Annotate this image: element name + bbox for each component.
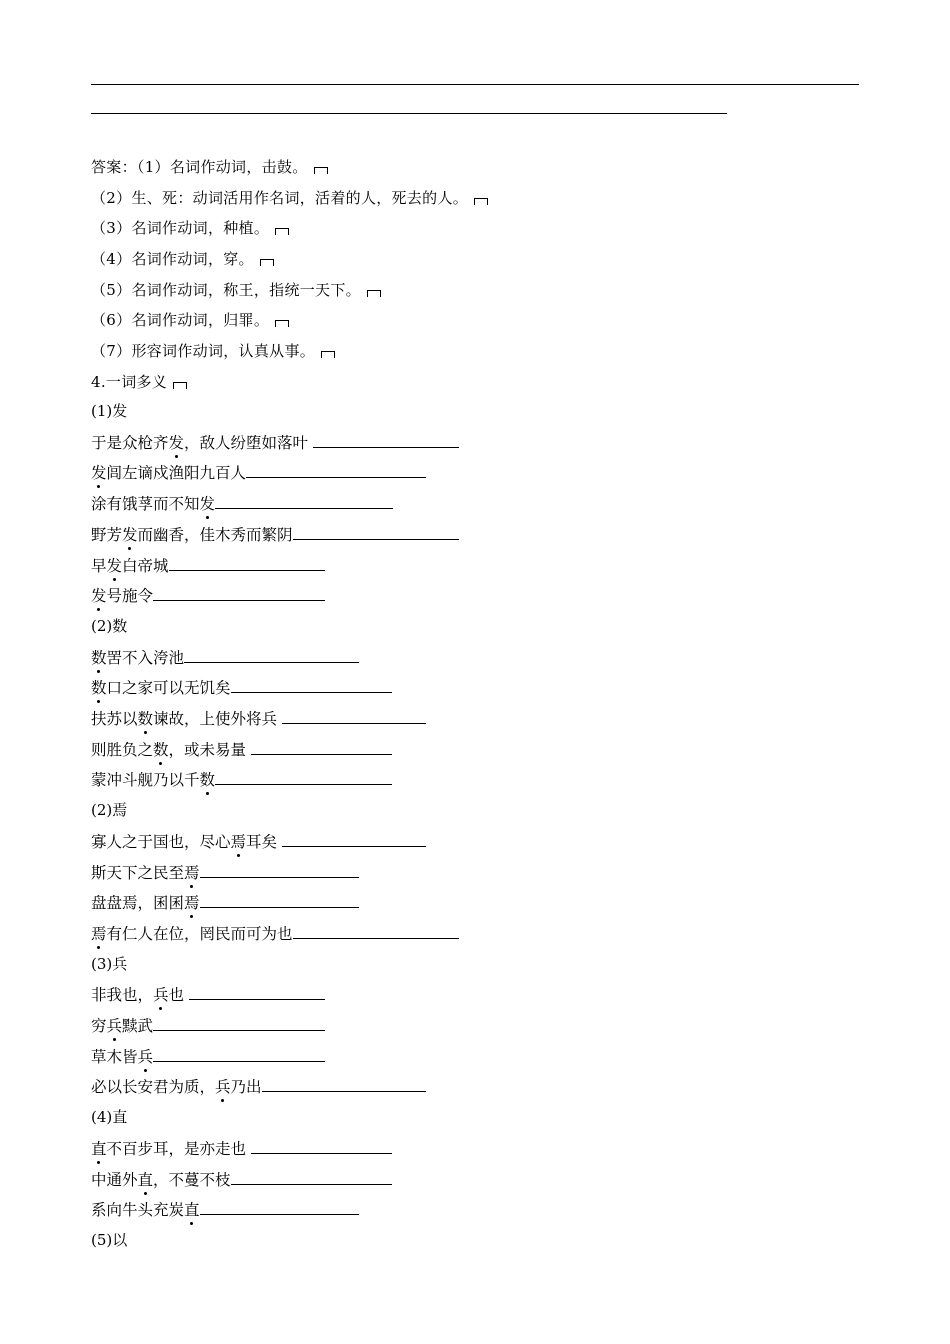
exercise-item: 中通外直，不蔓不枝 [91,1169,392,1190]
exercise-item: 非我也，兵也 [91,984,325,1005]
exercise-item: 寡人之于国也，尽心焉耳矣 [91,831,426,852]
emphasis-dot-char: 焉 [91,925,107,943]
answer-blank[interactable] [262,1076,426,1092]
return-mark-icon [321,351,335,358]
answer-blank[interactable] [293,524,459,540]
exercise-item: 系向牛头充炭直 [91,1199,359,1220]
exercise-item: 穷兵黩武 [91,1015,325,1036]
emphasis-dot-char: 发 [91,587,107,605]
answer-line-5: （5）名词作动词，称王，指统一天下。 [91,280,381,300]
emphasis-dot-char: 兵 [106,1017,123,1035]
emphasis-dot-char: 兵 [137,1048,154,1066]
answer-line-7: （7）形容词作动词，认真从事。 [91,341,335,361]
exercise-item: 于是众枪齐发，敌人纷堕如落叶 [91,432,459,453]
emphasis-dot-char: 焉 [184,894,200,912]
answer-line-6: （6）名词作动词，归罪。 [91,310,289,330]
emphasis-dot-char: 焉 [230,833,247,851]
answer-blank[interactable] [251,1138,392,1154]
exercise-item: 数口之家可以无饥矣 [91,677,392,698]
return-mark-icon [260,259,274,266]
return-mark-icon [367,290,381,297]
exercise-item: 发号施令 [91,585,325,606]
return-mark-icon [275,228,289,235]
answer-blank[interactable] [189,984,325,1000]
emphasis-dot-char: 发 [106,557,123,575]
exercise-item: 草木皆兵 [91,1046,325,1067]
answer-line-3: （3）名词作动词，种植。 [91,218,289,238]
emphasis-dot-char: 数 [91,649,107,667]
return-mark-icon [173,382,187,389]
answer-blank[interactable] [153,1046,325,1062]
emphasis-dot-char: 直 [91,1140,107,1158]
answer-blank[interactable] [215,769,392,785]
section-title: 4.一词多义 [91,372,187,392]
answer-line-1: 答案：（1）名词作动词，击鼓。 [91,157,328,177]
exercise-item: 焉有仁人在位，罔民而可为也 [91,923,459,944]
group-heading: (2)焉 [91,801,128,819]
exercise-item: 发闾左谪戍渔阳九百人 [91,462,426,483]
exercise-item: 直不百步耳，是亦走也 [91,1138,392,1159]
answer-label: 答案： [91,158,137,176]
return-mark-icon [275,320,289,327]
emphasis-dot-char: 发 [168,434,185,452]
emphasis-dot-char: 兵 [215,1078,231,1096]
answer-blank[interactable] [282,831,426,847]
answer-blank[interactable] [231,677,392,693]
emphasis-dot-char: 焉 [184,864,200,882]
group-heading: (2)数 [91,617,128,635]
exercise-item: 数罟不入洿池 [91,647,359,668]
answer-blank[interactable] [251,739,392,755]
answer-blank-rule [91,113,727,114]
answer-blank[interactable] [200,892,359,908]
exercise-item: 扶苏以数谏故，上使外将兵 [91,708,426,729]
emphasis-dot-char: 发 [199,495,216,513]
emphasis-dot-char: 数 [153,741,169,759]
emphasis-dot-char: 数 [91,679,107,697]
answer-line-4: （4）名词作动词，穿。 [91,249,274,269]
group-heading: (1)发 [91,402,128,420]
answer-blank[interactable] [169,555,325,571]
answer-blank[interactable] [215,493,393,509]
emphasis-dot-char: 直 [137,1171,154,1189]
exercise-item: 早发白帝城 [91,555,325,576]
answer-blank[interactable] [313,432,459,448]
top-rule [91,84,859,85]
emphasis-dot-char: 数 [137,710,154,728]
group-heading: (5)以 [91,1231,128,1249]
exercise-item: 盘盘焉，囷囷焉 [91,892,359,913]
answer-blank[interactable] [282,708,426,724]
answer-blank[interactable] [246,462,426,478]
answer-blank[interactable] [153,585,325,601]
answer-blank[interactable] [200,1199,359,1215]
answer-blank[interactable] [293,923,459,939]
exercise-item: 蒙冲斗舰乃以千数 [91,769,392,790]
exercise-item: 涂有饿莩而不知发 [91,493,393,514]
emphasis-dot-char: 数 [199,771,216,789]
emphasis-dot-char: 直 [184,1201,200,1219]
exercise-item: 斯天下之民至焉 [91,862,359,883]
answer-blank[interactable] [231,1169,392,1185]
return-mark-icon [314,167,328,174]
exercise-item: 必以长安君为质，兵乃出 [91,1076,426,1097]
emphasis-dot-char: 发 [122,526,138,544]
exercise-item: 则胜负之数，或未易量 [91,739,392,760]
answer-blank[interactable] [200,862,359,878]
exercise-item: 野芳发而幽香，佳木秀而繁阴 [91,524,459,545]
answer-blank[interactable] [184,647,359,663]
group-heading: (3)兵 [91,955,128,973]
return-mark-icon [474,198,488,205]
emphasis-dot-char: 发 [91,464,107,482]
answer-line-2: （2）生、死：动词活用作名词，活着的人，死去的人。 [91,188,488,208]
emphasis-dot-char: 兵 [153,986,169,1004]
answer-blank[interactable] [153,1015,325,1031]
group-heading: (4)直 [91,1108,128,1126]
